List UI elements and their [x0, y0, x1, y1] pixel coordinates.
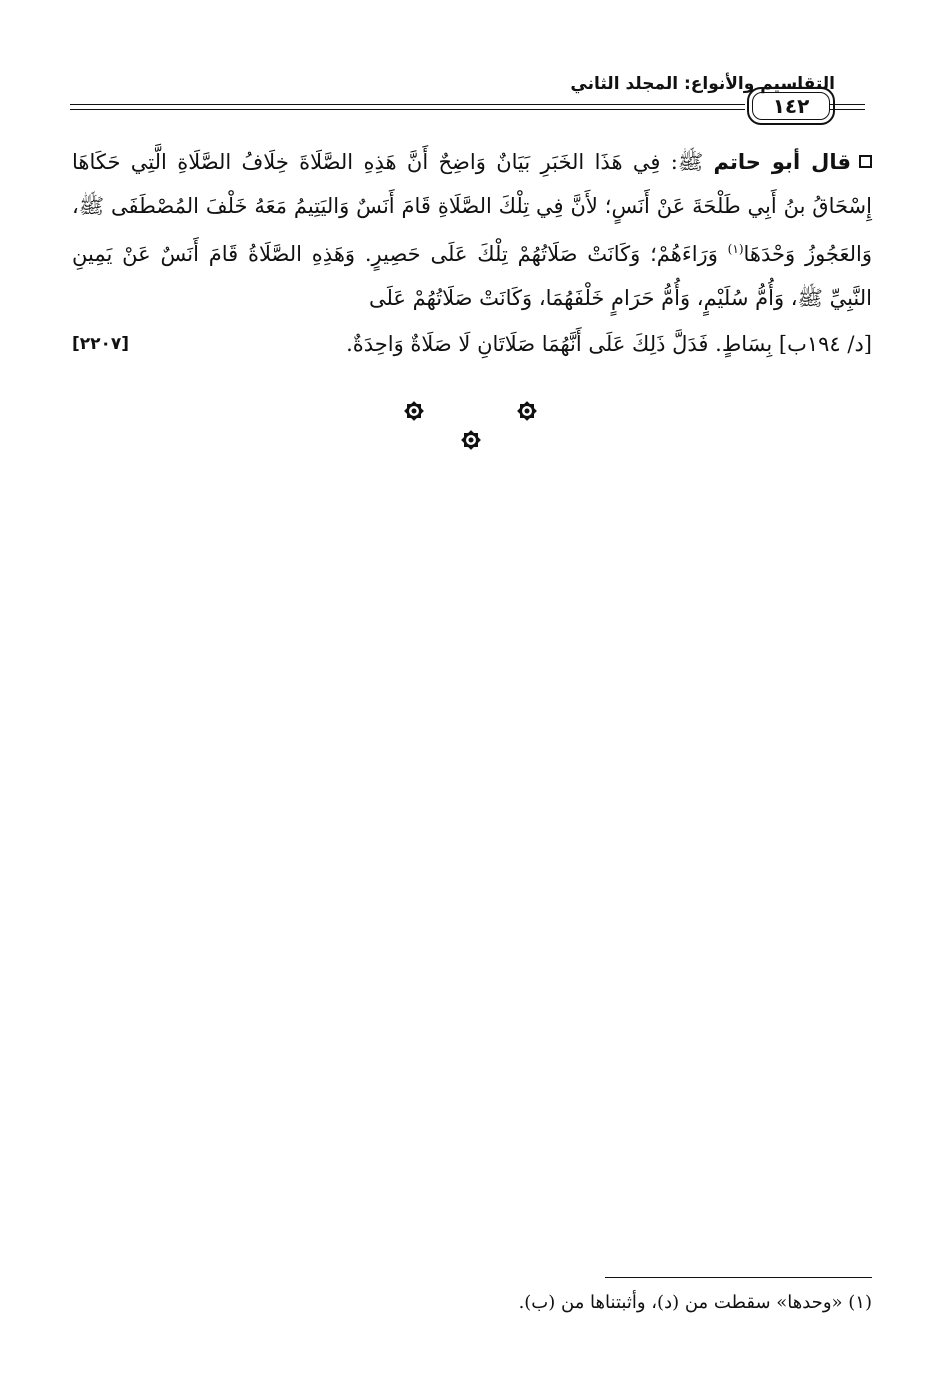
last-line-text: [د/ ١٩٤ب] بِسَاطٍ. فَدَلَّ ذَلِكَ عَلَى أَنَّهُمَا صَلَاتَانِ لَا صَلَاةٌ وَاحِدَةٌ. [346, 332, 872, 356]
floral-star-icon [458, 427, 484, 453]
footnote-number: (١) [848, 1292, 872, 1313]
page-number-frame [747, 87, 835, 125]
header-rule [70, 104, 745, 105]
running-title: التقاسيم والأنواع: المجلد الثاني [570, 74, 835, 94]
page-number: ١٤٢ [752, 92, 830, 120]
footnote-reference[interactable]: (١) [727, 242, 744, 256]
paragraph-marker-icon [859, 155, 872, 168]
footnote-text: «وحدها» سقطت من (د)، وأثبتناها من (ب). [518, 1292, 843, 1313]
floral-star-icon [514, 398, 540, 424]
paragraph-text: فِي هَذَا الخَبَرِ بَيَانٌ وَاضِحٌ أَنَّ هَذِهِ الصَّلَاةَ خِلَافُ الصَّلَاةِ الَّتِي حَكَاهَا إِسْحَاقُ بنُ أَبِي طَلْحَةَ عَنْ أَنَسٍ؛ لأَنَّ فِي تِلْكَ الصَّلَاةِ قَامَ أَنَسٌ وَاليَتِيمُ مَعَهُ خَلْفَ المُصْطَفَى ﷺ، وَالعَجُوزُ وَحْدَهَا [72, 150, 872, 266]
footnote [72, 1289, 872, 1317]
main-paragraph: قال أبو حاتم ﷺ: فِي هَذَا الخَبَرِ بَيَانٌ وَاضِحٌ أَنَّ هَذِهِ الصَّلَاةَ خِلَافُ الصَّلَاةِ الَّتِي حَكَاهَا إِسْحَاقُ بنُ أَبِي طَلْحَةَ عَنْ أَنَسٍ؛ لأَنَّ فِي تِلْكَ الصَّلَاةِ قَامَ أَنَسٌ وَاليَتِيمُ مَعَهُ خَلْفَ المُصْطَفَى ﷺ، وَالعَجُوزُ وَحْدَهَا$^{(١)}$ وَرَاءَهُمْ؛ وَكَانَتْ صَلَاتُهُمْ تِلْكَ عَلَى حَصِيرٍ. وَهَذِهِ الصَّلَاةُ قَامَ أَنَسٌ عَنْ يَمِينِ النَّبِيِّ ﷺ، وَأُمُّ سُلَيْمٍ، وَأُمُّ حَرَامٍ خَلْفَهُمَا، وَكَانَتْ صَلَاتُهُمْ عَلَى [72, 150, 872, 310]
hadith-number: [٢٢٠٧] [72, 334, 130, 354]
speaker-label: قال أبو حاتم [713, 150, 851, 174]
honorific: ﷺ [677, 150, 704, 174]
paragraph-last-line [72, 323, 872, 367]
paragraph-text-continued: وَرَاءَهُمْ؛ وَكَانَتْ صَلَاتُهُمْ تِلْكَ عَلَى حَصِيرٍ. وَهَذِهِ الصَّلَاةُ قَامَ أَنَسٌ عَنْ يَمِينِ النَّبِيِّ ﷺ، وَأُمُّ سُلَيْمٍ، وَأُمُّ حَرَامٍ خَلْفَهُمَا، وَكَانَتْ صَلَاتُهُمْ عَلَى [72, 242, 872, 310]
header-rule [70, 109, 745, 110]
footnote-separator [605, 1277, 872, 1278]
floral-star-icon [401, 398, 427, 424]
